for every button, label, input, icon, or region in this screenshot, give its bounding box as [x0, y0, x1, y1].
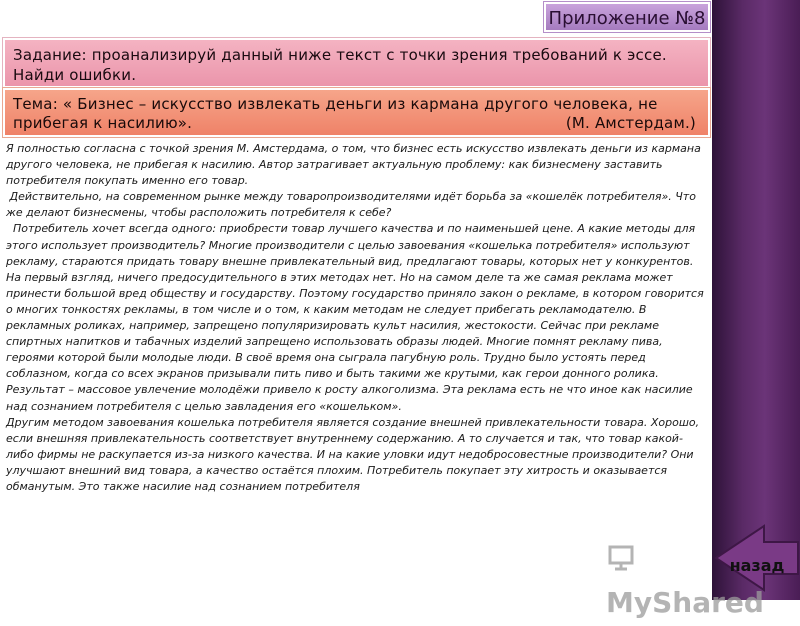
- back-button[interactable]: [714, 522, 800, 594]
- essay-paragraph: Действительно, на современном рынке между товаропроизводителями идёт борьба за «кошелёк потребителя». Что же делают бизнесмены, чтобы расположить потребителя к себе?: [6, 190, 700, 220]
- watermark-text: MyShared: [606, 586, 764, 619]
- theme-text: Тема: « Бизнес – искусство извлекать деньги из кармана другого человека, не прибегая к насилию».: [13, 95, 658, 132]
- essay-paragraph: Другим методом завоевания кошелька потребителя является создание внешней привлекательности товара. Хорошо, если внешняя привлекательность соответствует внутреннему содержанию. А то случается и так, что товар какой-либо фирмы не раскупается из-за низкого качества. И на какие уловки идут недобросовестные производители? Они улучшают внешний вид товара, а качество остаётся плохим. Потребитель покупает эту хитрость и оказывается обманутым. Это также насилие над сознанием потребителя: [6, 415, 700, 493]
- appendix-badge: Приложение №8: [544, 2, 710, 32]
- task-box: [3, 38, 710, 88]
- right-decor-bar: [712, 0, 800, 600]
- essay-text: [6, 141, 706, 495]
- back-label: назад: [729, 556, 785, 575]
- theme-author: (М. Амстердам.): [565, 114, 696, 132]
- presentation-icon: [606, 542, 636, 572]
- task-text: Задание: проанализируй данный ниже текст с точки зрения требований к эссе. Найди ошибки.: [13, 46, 667, 84]
- essay-paragraph: На первый взгляд, ничего предосудительного в этих методах нет. Но на самом деле та же самая реклама может принести большой вред обществу и государству. Поэтому государство приняло закон о рекламе, в котором говорится о многих тонкостях рекламы, в том числе и о том, к каким методам не следует прибегать рекламодателю. В рекламных роликах, например, запрещено популяризировать культ насилия, жестокости. Сейчас при рекламе спиртных напитков и табачных изделий запрещено использовать образы людей. Многие помнят рекламу пива, героями которой были молодые люди. В своё время она сыграла пагубную роль. Трудно было устоять перед соблазном, когда со всех экранов призывали пить пиво и быть такими же крутыми, как герои донного ролика. Результат – массовое увлечение молодёжи привело к росту алкоголизма. Эта реклама есть не что иное как насилие над сознанием потребителя с целью завладения его «кошельком».: [6, 270, 704, 413]
- essay-paragraph: Я полностью согласна с точкой зрения М. Амстердама, о том, что бизнес есть искусство извлекать деньги из кармана другого человека, не прибегая к насилию. Автор затрагивает актуальную проблему: как бизнесмену заставить потребителя покупать именно его товар.: [6, 142, 701, 188]
- theme-box: [3, 88, 710, 137]
- essay-paragraph: Потребитель хочет всегда одного: приобрести товар лучшего качества и по наименьшей цене. А какие методы для этого использует производитель? Многие производители с целью завоевания «кошелька потребителя» используют рекламу, стараются придать товару внешне привлекательный вид, предлагают товары, которых нет у конкурентов.: [6, 222, 699, 268]
